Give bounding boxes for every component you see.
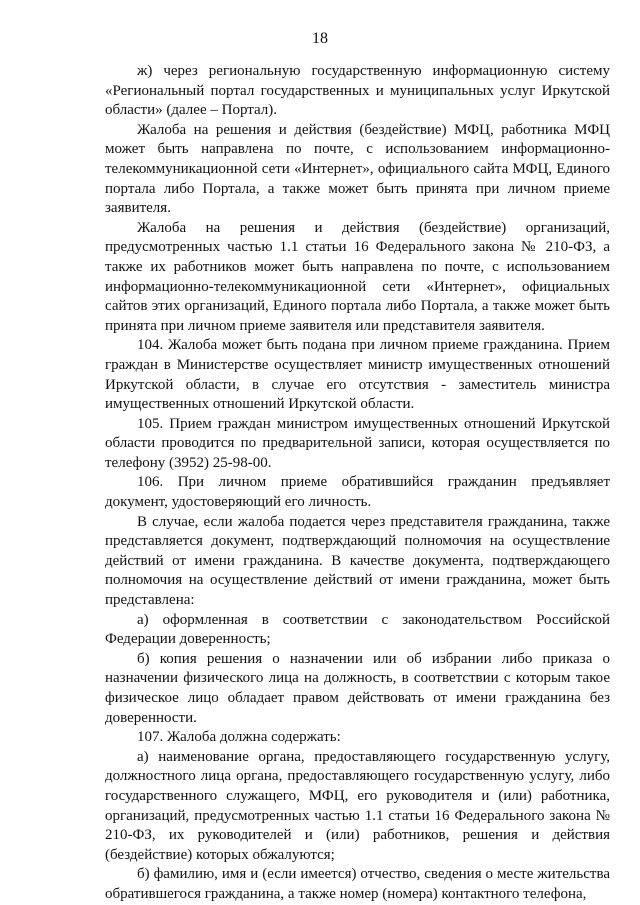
paragraph-complaint-organizations: Жалоба на решения и действия (бездействие) организаций, предусмотренных частью 1.1 статьи 16 Федерального закона № 210-ФЗ, а также их работников может быть направлена по почте, с использованием информационно-телекоммуникационной сети «Интернет», официальных сайтов этих организаций, Единого портала либо Портала, а также может быть принята при личном приеме заявителя или представителя заявителя.: [105, 219, 610, 334]
paragraph-107: 107. Жалоба должна содержать:: [137, 729, 341, 746]
paragraph-105: 105. Прием граждан министром имущественных отношений Иркутской области проводится по предварительной записи, которая осуществляется по телефону (3952) 25-98-00.: [105, 415, 610, 471]
paragraph-item-a-power-of-attorney: а) оформленная в соответствии с законодательством Российской Федерации доверенность;: [105, 611, 610, 648]
paragraph-representative: В случае, если жалоба подается через представителя гражданина, также представляется документ, подтверждающий полномочия на осуществление действий от имени гражданина. В качестве документа, подтверждающего полномочия на осуществление действий от имени гражданина, может быть представлена:: [105, 513, 610, 609]
paragraph-complaint-mfc: Жалоба на решения и действия (бездействие) МФЦ, работника МФЦ может быть направлена по почте, с использованием информационно-телекоммуникационной сети «Интернет», официального сайта МФЦ, Единого портала либо Портала, а также может быть принята при личном приеме заявителя.: [105, 121, 610, 217]
paragraph-106: 106. При личном приеме обратившийся гражданин предъявляет документ, удостоверяющий его личность.: [105, 474, 610, 511]
paragraph-104: 104. Жалоба может быть подана при личном приеме гражданина. Прием граждан в Министерстве осуществляет министр имущественных отношений Иркутской области, в случае его отсутствия - заместитель министра имущественных отношений Иркутской области.: [105, 337, 610, 413]
paragraph-item-b-appointment: б) копия решения о назначении или об избрании либо приказа о назначении физического лица на должность, в соответствии с которым такое физическое лицо обладает правом действовать от имени гражданина без доверенности.: [105, 650, 610, 726]
paragraph-107-item-a: а) наименование органа, предоставляющего государственную услугу, должностного лица органа, предоставляющего государственную услугу, либо государственного служащего, МФЦ, его руководителя и (или) работника, организаций, предусмотренных частью 1.1 статьи 16 Федерального закона № 210-ФЗ, их руководителей и (или) работников, решения и действия (бездействие) которых обжалуются;: [105, 748, 610, 863]
page-number: 18: [312, 30, 328, 47]
document-body: [105, 62, 610, 905]
paragraph-107-item-b: б) фамилию, имя и (если имеется) отчество, сведения о месте жительства обратившегося гражданина, а также номер (номера) контактного телефона,: [105, 866, 610, 902]
paragraph-zh-portal: ж) через региональную государственную информационную систему «Региональный портал государственных и муниципальных услуг Иркутской области» (далее – Портал).: [105, 63, 610, 119]
